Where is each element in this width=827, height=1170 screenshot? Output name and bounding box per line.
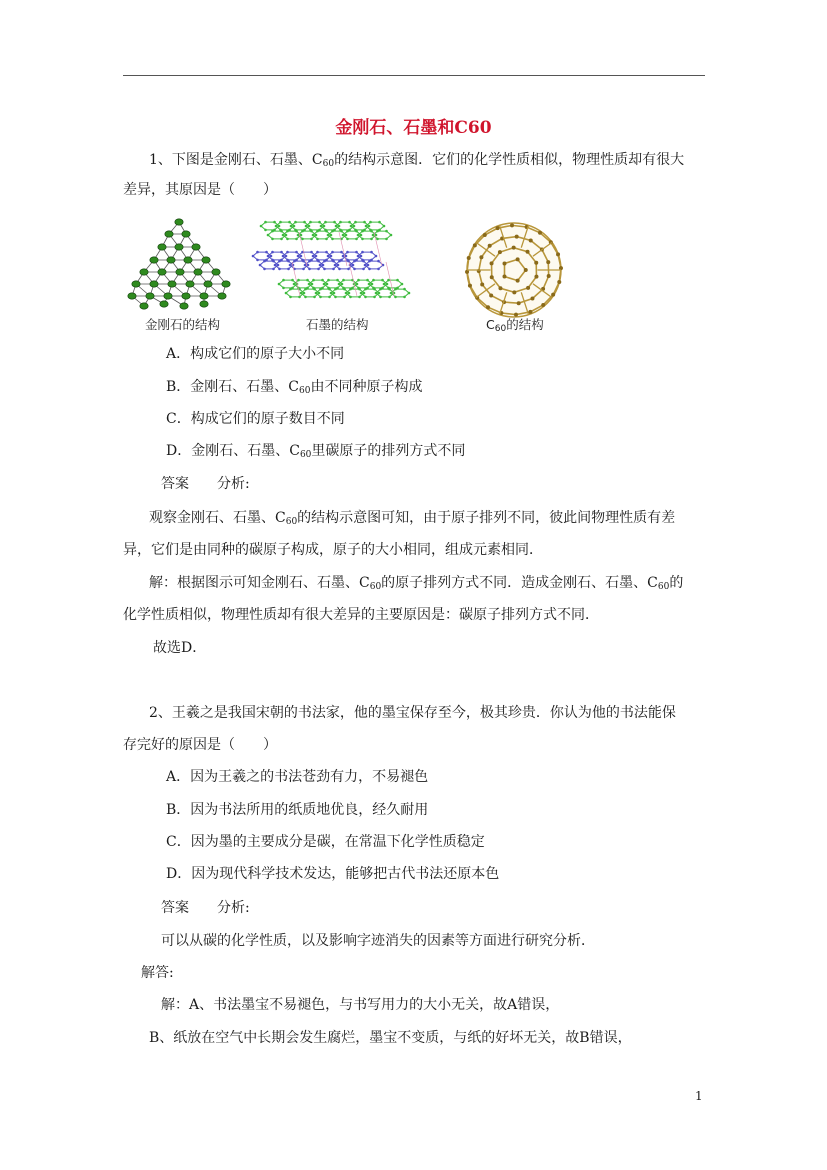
q1-option-b-post: 由不同种原子构成 xyxy=(310,379,423,395)
q1-option-d xyxy=(166,441,465,461)
page-title: 金刚石、石墨和C60 xyxy=(335,118,492,138)
q2-jieda-label: 解答: xyxy=(141,965,174,981)
q1-solution-post: 的 xyxy=(669,575,684,591)
subscript-60: 60 xyxy=(369,582,382,592)
c60-structure-image xyxy=(465,223,563,317)
q1-solution-line2: 化学性质相似，物理性质却有很大差异的主要原因是：碳原子排列方式不同． xyxy=(123,607,599,623)
q1-stem-line2: 差异，其原因是（ ） xyxy=(123,182,277,198)
q1-stem-line1-post: 的结构示意图．它们的化学性质相似，物理性质却有很大 xyxy=(334,152,685,168)
subscript-60: 60 xyxy=(299,450,312,460)
caption-diamond: 金刚石的结构 xyxy=(145,317,221,332)
q2-option-a: A．因为王羲之的书法苍劲有力，不易褪色 xyxy=(166,769,429,785)
q1-solution-pre: 解：根据图示可知金刚石、石墨、C xyxy=(149,575,370,591)
q1-solution-mid: 的原子排列方式不同．造成金刚石、石墨、C xyxy=(381,575,658,591)
q1-option-d-post: 里碳原子的排列方式不同 xyxy=(311,443,466,459)
caption-c60-post: 的结构 xyxy=(506,317,544,332)
q1-option-b xyxy=(166,377,422,397)
subscript-60: 60 xyxy=(322,159,335,169)
q1-analysis-line1 xyxy=(149,508,675,528)
q2-stem-line2: 存完好的原因是（ ） xyxy=(123,737,277,753)
q1-stem-line1 xyxy=(149,150,684,170)
header-rule xyxy=(123,75,705,76)
q1-option-a: A．构成它们的原子大小不同 xyxy=(166,346,345,362)
q1-analysis-line2: 异，它们是由同种的碳原子构成，原子的大小相同，组成元素相同． xyxy=(123,542,543,558)
page-number: 1 xyxy=(695,1089,703,1103)
caption-c60-pre: C xyxy=(486,317,495,332)
subscript-60: 60 xyxy=(299,386,311,396)
graphite-structure-image xyxy=(252,221,411,298)
q1-analysis-post: 的结构示意图可知，由于原子排列不同，彼此间物理性质有差 xyxy=(297,510,676,526)
q2-answer-label: 答案 分析: xyxy=(161,900,250,916)
q1-analysis-pre: 观察金刚石、石墨、C xyxy=(149,510,286,526)
q1-solution-line1 xyxy=(149,573,683,593)
diamond-structure-image xyxy=(128,219,230,309)
q2-solution-line1: 解：A、书法墨宝不易褪色，与书写用力的大小无关，故A错误， xyxy=(161,997,560,1013)
q1-choose: 故选D． xyxy=(153,640,207,656)
q2-option-d: D．因为现代科学技术发达，能够把古代书法还原本色 xyxy=(166,866,500,882)
q1-option-b-pre: B．金刚石、石墨、C xyxy=(166,379,299,395)
q2-analysis: 可以从碳的化学性质，以及影响字迹消失的因素等方面进行研究分析． xyxy=(161,933,595,949)
q2-stem-line1: 2、王羲之是我国宋朝的书法家，他的墨宝保存至今，极其珍贵．你认为他的书法能保 xyxy=(149,705,676,721)
caption-graphite: 石墨的结构 xyxy=(306,317,369,332)
q1-answer-label: 答案 分析: xyxy=(161,476,250,492)
q2-solution-line2: B、纸放在空气中长期会发生腐烂，墨宝不变质，与纸的好坏无关，故B错误， xyxy=(149,1030,632,1046)
subscript-60: 60 xyxy=(657,582,670,592)
q1-option-c: C．构成它们的原子数目不同 xyxy=(166,411,345,427)
caption-c60-sub: 60 xyxy=(494,324,507,334)
q1-option-d-pre: D．金刚石、石墨、C xyxy=(166,443,300,459)
q2-option-b: B．因为书法所用的纸质地优良，经久耐用 xyxy=(166,802,429,818)
caption-c60 xyxy=(486,315,544,333)
q2-option-c: C．因为墨的主要成分是碳，在常温下化学性质稳定 xyxy=(166,834,485,850)
subscript-60: 60 xyxy=(285,517,298,527)
q1-stem-line1-pre: 1、下图是金刚石、石墨、C xyxy=(149,152,323,168)
